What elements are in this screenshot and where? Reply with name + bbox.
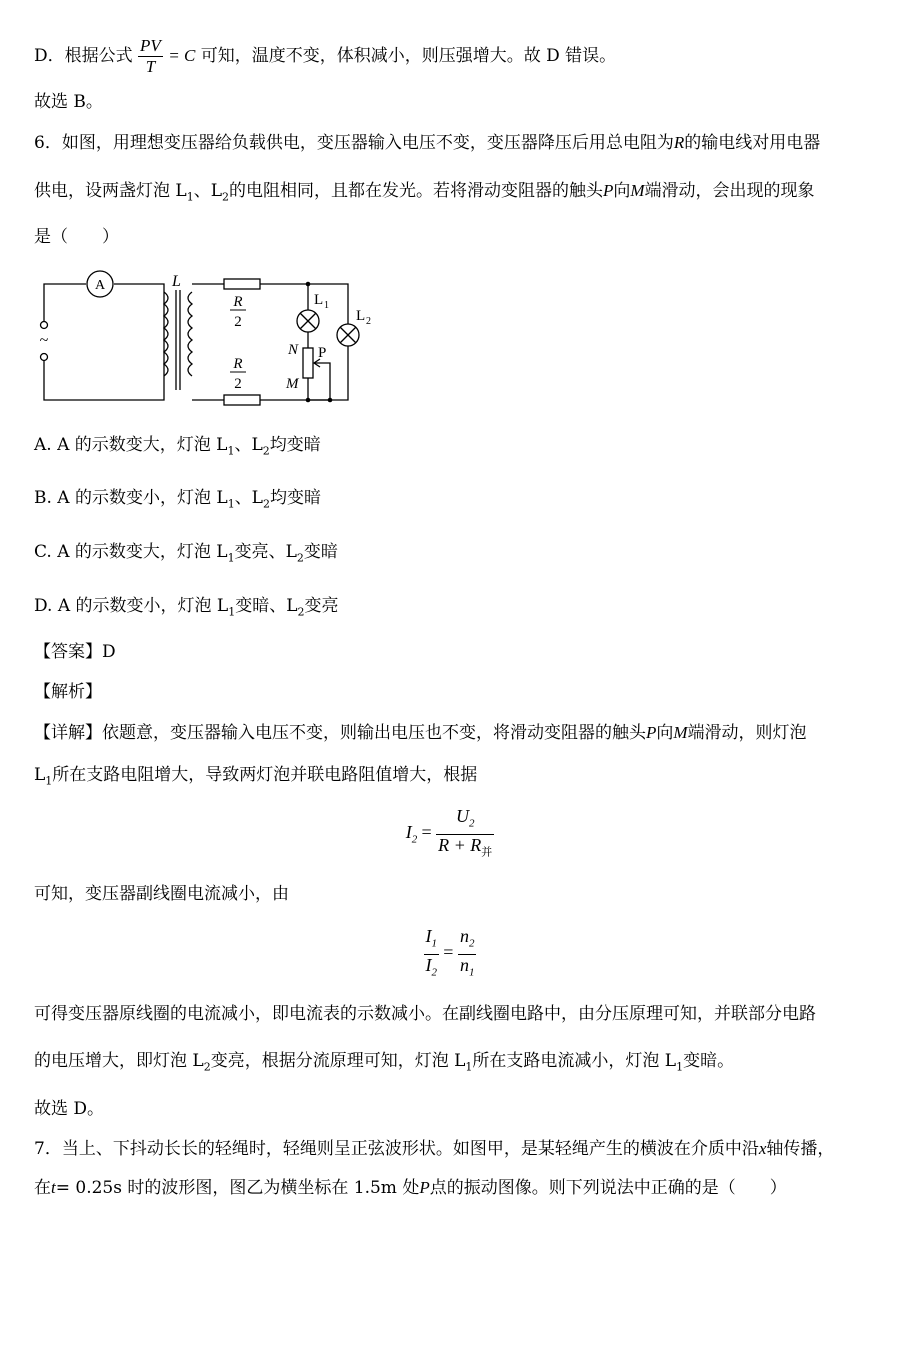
q6-stem-M: M: [630, 181, 645, 200]
q7-P: P: [419, 1178, 430, 1197]
resistor-bottom-den: 2: [234, 376, 242, 392]
opt-text: 变亮: [304, 596, 339, 616]
q7-text: 点的振动图像。则下列说法中正确的是（ ）: [429, 1178, 787, 1198]
q7-text: 7．当上、下抖动长长的轻绳时，轻绳则呈正弦波形状。如图甲，是某轻绳产生的横波在介质中沿: [34, 1139, 759, 1159]
ammeter-label: A: [94, 278, 106, 293]
q6-stem-line1: [34, 131, 820, 155]
q6-option-c: C. A 的示数变大，灯泡 $L_1$变亮、$L_2$变暗: [34, 542, 338, 565]
q6-choose: 故选 D。: [34, 1099, 105, 1119]
eq2-den: I: [425, 954, 432, 975]
q6-analysis-heading: 【解析】: [34, 682, 102, 702]
circuit-diagram: [30, 262, 390, 412]
eq2-rnum-sub: 2: [468, 937, 475, 950]
lamp2-sub: 2: [366, 316, 371, 327]
eq1-num-sub: 2: [468, 817, 475, 830]
eq2-rden-sub: 1: [468, 966, 475, 979]
eq1-den-sub: 并: [481, 846, 493, 859]
q6-stem-text: 6．如图，用理想变压器给负载供电，变压器输入电压不变，变压器降压后用总电阻为: [34, 133, 674, 153]
q6-stem-text: 端滑动，会出现的现象: [644, 181, 815, 201]
detail-P: P: [646, 723, 657, 742]
opt-text: 均变暗: [269, 488, 321, 508]
conc-text: 变暗。: [683, 1051, 735, 1071]
q7-t: t: [51, 1178, 56, 1197]
equation-2: $\frac{I_1}{I_2}$ = $\frac{n_2}{n_1}$: [425, 926, 475, 979]
eq2-den-sub: 2: [431, 966, 438, 979]
opt-text: C. A 的示数变大，灯泡 L: [34, 542, 228, 562]
opt-text: 变暗、L: [235, 596, 298, 616]
resistor-bottom-num: R: [233, 356, 243, 372]
opt-text: 变亮、L: [234, 542, 297, 562]
eq1-lhs-sub: 2: [411, 833, 418, 846]
frac-num: PV: [140, 36, 161, 55]
detail-text: 所在支路电阻增大，导致两灯泡并联电路阻值增大，根据: [52, 765, 478, 785]
q6-conclusion-line1: 可得变压器原线圈的电流减小，即电流表的示数减小。在副线圈电路中，由分压原理可知，并联部分电路: [34, 1004, 816, 1024]
q7-text: = 0.25s 时的波形图，图乙为横坐标在 1.5m 处: [55, 1178, 420, 1198]
detail-M: M: [673, 723, 688, 742]
q5-d-prefix: D．根据公式: [34, 46, 133, 66]
q6-option-a: A. A 的示数变大，灯泡 $L_1$、$L_2$均变暗: [34, 435, 321, 458]
q6-stem-text: 的电阻相同，且都在发光。若将滑动变阻器的触头: [229, 181, 603, 201]
q5-choose: 故选 B。: [34, 92, 103, 112]
eq2-rnum: n: [459, 926, 469, 946]
opt-text: B. A 的示数变小，灯泡 L: [34, 488, 228, 508]
resistor-top-num: R: [233, 294, 243, 310]
transformer-label: L: [172, 273, 181, 290]
lamp2-label: L: [356, 308, 366, 324]
q6-stem-text: 供电，设两盏灯泡 L: [34, 181, 187, 201]
q7-stem-line2: [34, 1176, 787, 1200]
terminal-n-label: N: [288, 342, 299, 358]
q6-option-b: B. A 的示数变小，灯泡 $L_1$、$L_2$均变暗: [34, 488, 321, 511]
formula-rhs: = C: [168, 46, 196, 65]
pv-over-t-fraction: [138, 36, 163, 77]
q7-x: x: [758, 1139, 767, 1158]
q7-stem-line1: [34, 1137, 834, 1161]
eq1-lhs: I: [405, 822, 412, 842]
q6-stem-text: 向: [613, 181, 631, 201]
opt-text: A. A 的示数变大，灯泡 L: [34, 435, 228, 455]
opt-text: 、L: [234, 488, 263, 508]
slider-p-label: P: [318, 345, 327, 361]
equation-1: $I_2$ = $\frac{U_2}{R + R_并}$: [405, 806, 493, 859]
conc-text: 的电压增大，即灯泡 L: [34, 1051, 204, 1071]
opt-text: 变暗: [303, 542, 338, 562]
q7-text: 在: [34, 1178, 51, 1198]
q6-detail-line2: $L_1$所在支路电阻增大，导致两灯泡并联电路阻值增大，根据: [34, 765, 478, 788]
detail-text: 端滑动，则灯泡: [687, 723, 807, 743]
eq1-den: R + R: [438, 834, 482, 855]
eq2-rden: n: [459, 954, 469, 975]
resistor-top-den: 2: [234, 314, 242, 330]
ac-source-symbol: ~: [39, 332, 49, 349]
detail-text: 【详解】依题意，变压器输入电压不变，则输出电压也不变，将滑动变阻器的触头: [34, 723, 646, 743]
q6-stem-line2: 供电，设两盏灯泡 $L_1$、$L_2$的电阻相同，且都在发光。若将滑动变阻器的触头P向M端滑动，会出现的现象: [34, 181, 815, 204]
lamp1-label: L: [314, 292, 324, 308]
conc-text: 所在支路电流减小，灯泡 L: [472, 1051, 677, 1071]
q5-d-suffix: 可知，温度不变，体积减小，则压强增大。故 D 错误。: [200, 46, 617, 66]
q6-answer: 【答案】D: [34, 642, 116, 662]
eq1-num: U: [455, 806, 469, 826]
q6-stem-P: P: [603, 181, 614, 200]
conc-text: 变亮，根据分流原理可知，灯泡 L: [210, 1051, 466, 1071]
q5-option-d: [34, 36, 616, 77]
detail-text: 向: [656, 723, 674, 743]
q6-stem-line3: 是（ ）: [34, 227, 119, 247]
q6-detail-line1: [34, 721, 807, 745]
q6-conclusion-line2: 的电压增大，即灯泡 $L_2$变亮，根据分流原理可知，灯泡 $L_1$所在支路电流减小，灯泡 $L_1$变暗。: [34, 1051, 735, 1074]
q6-stem-R: R: [673, 133, 685, 152]
q6-stem-text: 的输电线对用电器: [684, 133, 821, 153]
opt-text: 、L: [234, 435, 263, 455]
opt-text: 均变暗: [269, 435, 321, 455]
opt-text: D. A 的示数变小，灯泡 L: [34, 596, 229, 616]
q6-after-eq1: 可知，变压器副线圈电流减小，由: [34, 884, 289, 904]
q6-stem-text: 、L: [193, 181, 222, 201]
q6-option-d: D. A 的示数变小，灯泡 $L_1$变暗、$L_2$变亮: [34, 596, 339, 619]
frac-den: T: [145, 57, 156, 76]
eq2-num-sub: 1: [431, 937, 438, 950]
eq2-num: I: [425, 926, 432, 946]
lamp1-sub: 1: [324, 300, 329, 311]
terminal-m-label: M: [286, 376, 299, 392]
q7-text: 轴传播，: [766, 1139, 835, 1159]
